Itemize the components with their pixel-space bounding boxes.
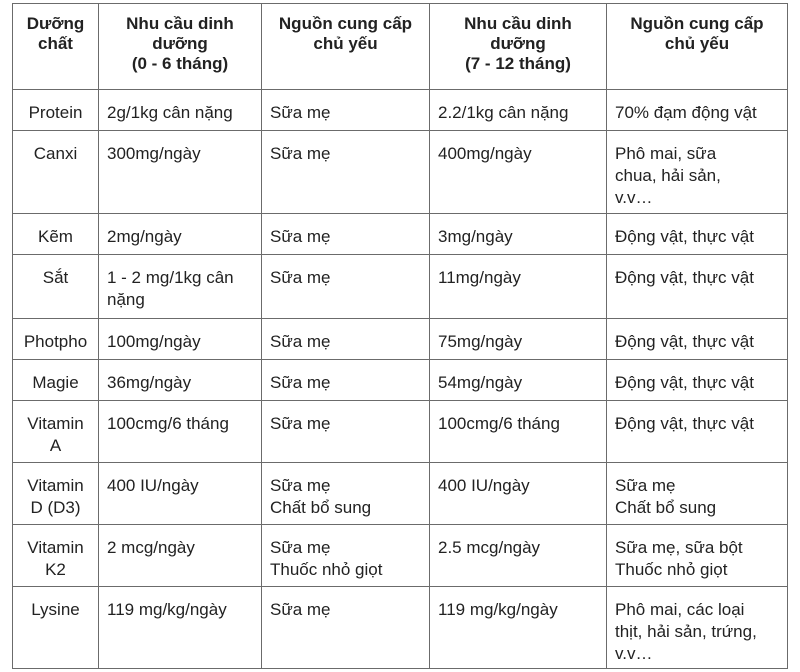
source-0-6-cell: Sữa mẹ [262,90,430,131]
need-7-12-cell: 75mg/ngày [430,319,607,360]
nutrition-table [12,3,788,669]
source-7-12-cell: Động vật, thực vật [607,319,788,360]
need-0-6-cell: 2mg/ngày [99,214,262,255]
source-7-12-cell: Sữa mẹ Chất bổ sung [607,463,788,525]
header-need-7-12: Nhu cầu dinh dưỡng (7 - 12 tháng) [430,4,607,90]
need-7-12-cell: 3mg/ngày [430,214,607,255]
need-7-12-cell: 11mg/ngày [430,255,607,319]
need-0-6-cell: 300mg/ngày [99,131,262,214]
need-0-6-cell: 2g/1kg cân nặng [99,90,262,131]
need-0-6-cell: 119 mg/kg/ngày [99,587,262,669]
source-0-6-cell: Sữa mẹ [262,319,430,360]
need-7-12-cell: 54mg/ngày [430,360,607,401]
nutrient-cell: Canxi [13,131,99,214]
header-need-0-6: Nhu cầu dinh dưỡng (0 - 6 tháng) [99,4,262,90]
source-0-6-cell: Sữa mẹ [262,214,430,255]
table-row [13,587,788,669]
source-7-12-cell: Động vật, thực vật [607,401,788,463]
source-0-6-cell: Sữa mẹ [262,587,430,669]
table-row [13,360,788,401]
table-row [13,525,788,587]
source-7-12-cell: Động vật, thực vật [607,214,788,255]
nutrient-cell: Vitamin D (D3) [13,463,99,525]
source-0-6-cell: Sữa mẹ Chất bổ sung [262,463,430,525]
header-row [13,4,788,90]
need-0-6-cell: 100cmg/6 tháng [99,401,262,463]
source-0-6-cell: Sữa mẹ [262,131,430,214]
table-row [13,319,788,360]
need-0-6-cell: 36mg/ngày [99,360,262,401]
table-row [13,131,788,214]
table-row [13,255,788,319]
source-7-12-cell: Phô mai, sữa chua, hải sản, v.v… [607,131,788,214]
source-0-6-cell: Sữa mẹ [262,360,430,401]
need-7-12-cell: 2.2/1kg cân nặng [430,90,607,131]
header-source-7-12: Nguồn cung cấp chủ yếu [607,4,788,90]
table-row [13,463,788,525]
source-0-6-cell: Sữa mẹ [262,401,430,463]
header-nutrient: Dưỡng chất [13,4,99,90]
header-source-0-6: Nguồn cung cấp chủ yếu [262,4,430,90]
source-7-12-cell: Động vật, thực vật [607,255,788,319]
need-7-12-cell: 100cmg/6 tháng [430,401,607,463]
table-row [13,214,788,255]
need-0-6-cell: 1 - 2 mg/1kg cân nặng [99,255,262,319]
table-row [13,401,788,463]
source-7-12-cell: 70% đạm động vật [607,90,788,131]
nutrient-cell: Kẽm [13,214,99,255]
need-7-12-cell: 2.5 mcg/ngày [430,525,607,587]
nutrient-cell: Vitamin A [13,401,99,463]
source-7-12-cell: Sữa mẹ, sữa bột Thuốc nhỏ giọt [607,525,788,587]
need-0-6-cell: 2 mcg/ngày [99,525,262,587]
nutrient-cell: Sắt [13,255,99,319]
source-7-12-cell: Động vật, thực vật [607,360,788,401]
need-7-12-cell: 119 mg/kg/ngày [430,587,607,669]
source-0-6-cell: Sữa mẹ Thuốc nhỏ giọt [262,525,430,587]
nutrient-cell: Protein [13,90,99,131]
nutrient-cell: Magie [13,360,99,401]
source-0-6-cell: Sữa mẹ [262,255,430,319]
need-7-12-cell: 400mg/ngày [430,131,607,214]
need-0-6-cell: 400 IU/ngày [99,463,262,525]
nutrient-cell: Lysine [13,587,99,669]
source-7-12-cell: Phô mai, các loại thịt, hải sản, trứng, v.v… [607,587,788,669]
need-0-6-cell: 100mg/ngày [99,319,262,360]
need-7-12-cell: 400 IU/ngày [430,463,607,525]
nutrient-cell: Photpho [13,319,99,360]
table-row [13,90,788,131]
nutrient-cell: Vitamin K2 [13,525,99,587]
